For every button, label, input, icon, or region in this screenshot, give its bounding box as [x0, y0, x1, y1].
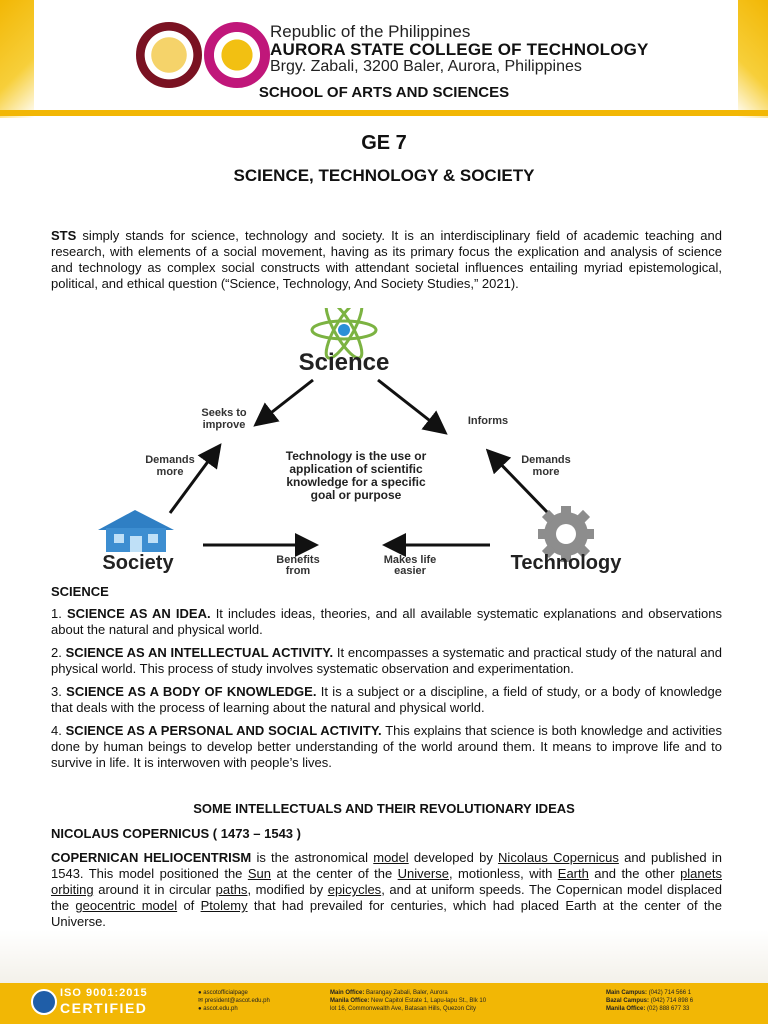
center-text-1: Technology is the use or — [285, 449, 427, 463]
house-icon — [98, 510, 174, 552]
bazal-campus-value: (042) 714 898 6 — [650, 998, 694, 1004]
bazal-campus-phone — [606, 998, 693, 1005]
manila-phone-label: Manila Office: — [606, 1006, 646, 1012]
main-office — [330, 990, 448, 997]
label-seeks-2: improve — [202, 419, 246, 431]
term-heliocentrism: COPERNICAN HELIOCENTRISM — [51, 850, 252, 865]
link-paths[interactable]: paths — [215, 882, 248, 897]
iso-label: ISO 9001:2015 — [60, 987, 148, 999]
text-run: around it in circular — [93, 882, 216, 897]
manila-office-phone — [606, 1006, 689, 1013]
main-campus-value: (042) 714 566 1 — [648, 990, 692, 996]
course-code: GE 7 — [361, 132, 407, 154]
arrow-science-to-society — [258, 380, 313, 423]
text-run: and the other — [588, 866, 681, 881]
link-universe[interactable]: Universe — [397, 866, 449, 881]
label-seeks-1: Seeks to — [201, 407, 247, 419]
label-demands-left-2: more — [156, 466, 184, 478]
center-text-4: goal or purpose — [310, 488, 402, 502]
main-office-label: Main Office: — [330, 990, 365, 996]
item-title: SCIENCE AS A PERSONAL AND SOCIAL ACTIVITY. — [65, 723, 382, 738]
label-demands-right-1: Demands — [521, 454, 571, 466]
text-run: and published in 1543. This model positioned the — [51, 850, 722, 881]
label-benefits-2: from — [285, 565, 311, 577]
label-demands-left-1: Demands — [145, 454, 195, 466]
science-item-4 — [51, 723, 722, 771]
item-title: SCIENCE AS AN IDEA. — [66, 606, 211, 621]
footer-fade — [0, 930, 768, 983]
label-makes-2: easier — [394, 565, 426, 577]
item-number: 4. — [51, 723, 66, 738]
manila-office-label: Manila Office: — [330, 998, 370, 1004]
link-earth[interactable]: Earth — [557, 866, 589, 881]
item-text: It is a subject or a discipline, a field of study, or a body of knowledge that deals with the process of learning about the natural and physical world. — [51, 684, 722, 715]
text-run: is the astronomical — [251, 850, 374, 865]
link-orbiting[interactable]: orbiting — [51, 882, 94, 897]
main-campus-phone — [606, 990, 691, 997]
link-model[interactable]: model — [373, 850, 409, 865]
header-republic: Republic of the Philippines — [270, 22, 471, 41]
center-text-3: knowledge for a specific — [286, 475, 426, 489]
science-item-2 — [51, 645, 722, 677]
facebook-link[interactable]: ● ascotofficialpage — [198, 990, 248, 996]
label-science: Science — [298, 349, 390, 376]
main-office-value: Barangay Zabali, Baler, Aurora — [366, 990, 448, 996]
label-technology: Technology — [510, 552, 622, 574]
manila-office-line2: lot 16, Commonwealth Ave, Batasan Hills, Quezon City — [330, 1006, 476, 1012]
intro-lead: STS — [51, 228, 77, 243]
science-item-1 — [51, 606, 722, 638]
link-ptolemy[interactable]: Ptolemy — [200, 898, 248, 913]
text-run: of — [177, 898, 201, 913]
item-text: It includes ideas, theories, and all available systematic explanations and observations about the natural and physical world. — [51, 606, 722, 637]
email-link[interactable]: ✉ president@ascot.edu.ph — [198, 998, 270, 1004]
text-run: developed by — [408, 850, 499, 865]
label-society: Society — [102, 552, 174, 574]
item-text: This explains that science is both knowledge and activities done by human beings to develop better understanding of the world around them. It means to improve life and to survive in life. It is interwoven with people’s lives. — [51, 723, 722, 770]
link-planets[interactable]: planets — [680, 866, 722, 881]
label-benefits-1: Benefits — [276, 554, 320, 566]
text-run: , motionless, with — [448, 866, 558, 881]
center-text-2: application of scientific — [289, 462, 423, 476]
intellectuals-heading: SOME INTELLECTUALS AND THEIR REVOLUTIONARY IDEAS — [193, 801, 575, 816]
text-run: at the center of the — [271, 866, 398, 881]
main-campus-label: Main Campus: — [606, 990, 648, 996]
label-makes-1: Makes life — [383, 554, 437, 566]
label-informs: Informs — [467, 415, 509, 427]
science-heading: SCIENCE — [51, 584, 109, 599]
item-text: It encompasses a systematic and practical study of the natural and physical world. This process of study involves systematic observation and experimentation. — [51, 645, 722, 676]
item-number: 1. — [51, 606, 67, 621]
header-address: Brgy. Zabali, 3200 Baler, Aurora, Philippines — [270, 58, 582, 75]
website-link[interactable]: ● ascot.edu.ph — [198, 1006, 238, 1012]
item-number: 2. — [51, 645, 66, 660]
manila-office — [330, 998, 486, 1005]
link-sun[interactable]: Sun — [247, 866, 271, 881]
copernicus-paragraph — [51, 850, 722, 930]
manila-office-value: New Capitol Estate 1, Lapu-lapu St., Blk 10 — [371, 998, 487, 1004]
text-run: that had prevailed for centuries, which had placed Earth at the center of the Universe. — [51, 898, 722, 929]
label-demands-right-2: more — [532, 466, 560, 478]
intro-paragraph — [51, 228, 722, 292]
course-title: SCIENCE, TECHNOLOGY & SOCIETY — [233, 166, 535, 185]
header-school: SCHOOL OF ARTS AND SCIENCES — [258, 84, 510, 101]
link-epicycles[interactable]: epicycles — [327, 882, 382, 897]
certified-label: CERTIFIED — [60, 1000, 148, 1016]
footer-bar — [0, 983, 768, 1024]
link-geocentric-model[interactable]: geocentric model — [75, 898, 178, 913]
copernicus-heading: NICOLAUS COPERNICUS ( 1473 – 1543 ) — [51, 826, 301, 841]
iso-badge-icon — [31, 989, 57, 1015]
sts-diagram — [88, 308, 660, 582]
header-college-name: AURORA STATE COLLEGE OF TECHNOLOGY — [270, 40, 649, 59]
science-item-3 — [51, 684, 722, 716]
text-run: , and at uniform speeds. The Copernican model displaced the — [51, 882, 722, 913]
school-seal-logo — [204, 22, 270, 88]
manila-phone-value: (02) 888 677 33 — [647, 1006, 690, 1012]
item-title: SCIENCE AS A BODY OF KNOWLEDGE. — [66, 684, 317, 699]
arrow-science-to-technology — [378, 380, 443, 431]
text-run: , modified by — [247, 882, 328, 897]
bazal-campus-label: Bazal Campus: — [606, 998, 650, 1004]
letterhead — [0, 0, 768, 118]
facebook-text: ascotofficialpage — [203, 990, 248, 996]
header-divider — [0, 110, 768, 116]
item-number: 3. — [51, 684, 67, 699]
website-text: ascot.edu.ph — [203, 1006, 238, 1012]
link-nicolaus-copernicus[interactable]: Nicolaus Copernicus — [498, 850, 619, 865]
college-seal-logo — [136, 22, 202, 88]
intro-text: simply stands for science, technology and society. It is an interdisciplinary field of academic teaching and research, with elements of a social movement, having as its primary focus the explication and analysis of science and technology as complex social constructs with attendant societal influences entailing myriad epistemological, political, and ethical question (“Science, Technology, And Society Studies,” 2021). — [51, 228, 722, 291]
item-title: SCIENCE AS AN INTELLECTUAL ACTIVITY. — [65, 645, 334, 660]
email-text: president@ascot.edu.ph — [204, 998, 270, 1004]
